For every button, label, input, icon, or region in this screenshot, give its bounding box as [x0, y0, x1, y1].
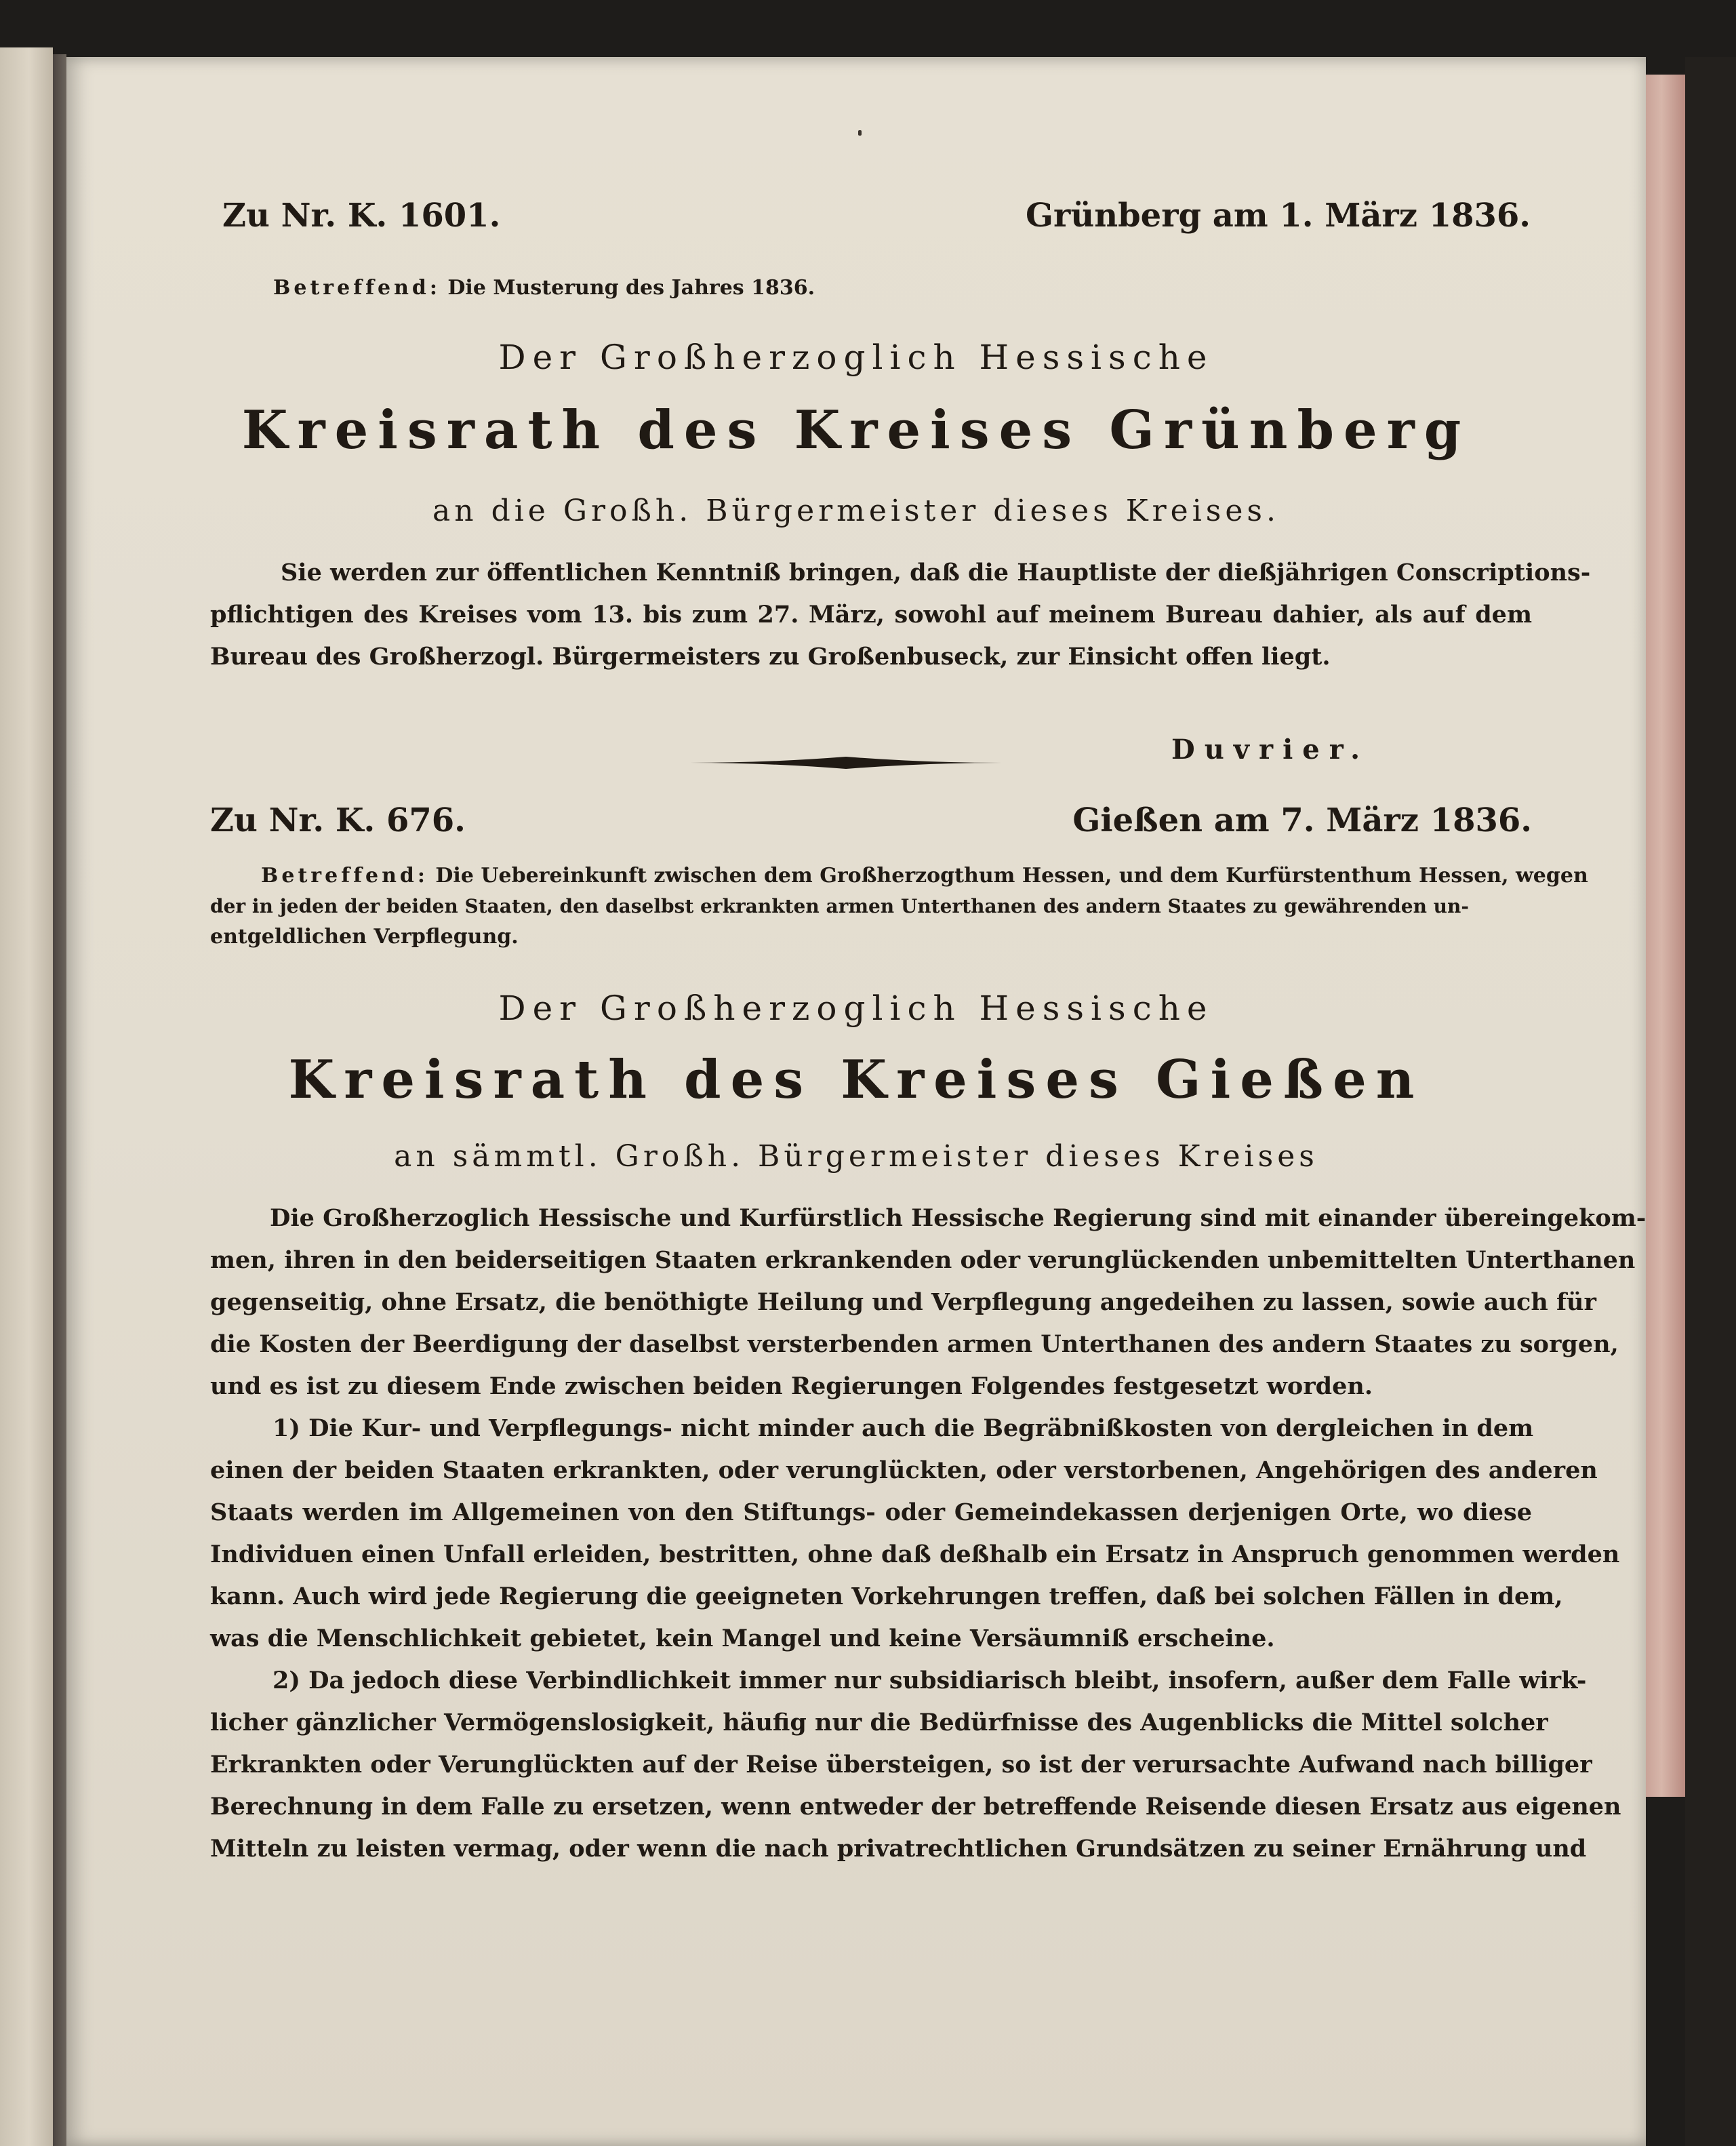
- notice2-intro-line: men, ihren in den beiderseitigen Staaten erkrankenden oder verunglückenden unbemittelten Unterthanen: [210, 1246, 1636, 1274]
- left-page-edge: [0, 47, 53, 2146]
- notice2-subject-text: Die Uebereinkunft zwischen dem Großherzogthum Hessen, und dem Kurfürstenthum Hessen, wegen: [435, 864, 1588, 888]
- notice2-item-2-line: licher gänzlicher Vermögenslosigkeit, häufig nur die Bedürfnisse des Augenblicks die Mittel solcher: [210, 1709, 1548, 1736]
- notice2-heading-authority: Der Großherzoglich Hessische: [498, 989, 1214, 1028]
- notice1-subject: [273, 273, 1527, 303]
- notice2-item-2-line: Mitteln zu leisten vermag, oder wenn die nach privatrechtlichen Grundsätzen zu seiner Ernährung und: [210, 1835, 1587, 1863]
- notice2-subject-label: Betreffend:: [261, 864, 428, 888]
- notice2-heading-addressee: an sämmtl. Großh. Bürgermeister dieses Kreises: [394, 1139, 1318, 1174]
- page-stack-edge: [1646, 75, 1685, 1797]
- notice2-item-2: [210, 1660, 1621, 1870]
- notice1-subject-label: Betreffend:: [273, 276, 441, 300]
- notice1-reference: Zu Nr. K. 1601.: [222, 197, 501, 235]
- notice2-subject: [210, 860, 1588, 952]
- notice1-heading-addressee: an die Großh. Bürgermeister dieses Kreises.: [432, 494, 1280, 528]
- notice2-item-2-line: 2) Da jedoch diese Verbindlichkeit immer nur subsidiarisch bleibt, insofern, außer dem Falle wirk-: [272, 1667, 1587, 1694]
- ink-speck: [858, 130, 862, 136]
- notice2-intro: [210, 1197, 1647, 1408]
- notice2-item-1-line: 1) Die Kur- und Verpflegungs- nicht minder auch die Begräbnißkosten von dergleichen in dem: [272, 1414, 1534, 1442]
- notice2-subject-line-1: [210, 860, 1588, 891]
- book-cover-edge: [1685, 57, 1736, 2146]
- notice2-heading-title: Kreisrath des Kreises Gießen: [288, 1049, 1424, 1111]
- notice2-item-1-line: was die Menschlichkeit gebietet, kein Mangel und keine Versäumniß erscheine.: [210, 1625, 1275, 1652]
- notice1-header-row: [222, 197, 1531, 235]
- notice1-body: [210, 552, 1591, 678]
- notice2-reference: Zu Nr. K. 676.: [210, 801, 466, 839]
- notice2-item-1-line: einen der beiden Staaten erkrankten, oder verunglückten, oder verstorbenen, Angehörigen des anderen: [210, 1456, 1598, 1484]
- notice2-header-row: [210, 801, 1532, 839]
- notice2-item-1: [210, 1408, 1620, 1660]
- notice2-intro-line: Die Großherzoglich Hessische und Kurfürstlich Hessische Regierung sind mit einander übereingekom-: [270, 1204, 1647, 1232]
- notice1-body-line: Sie werden zur öffentlichen Kenntniß bringen, daß die Hauptliste der dießjährigen Conscriptions-: [281, 559, 1591, 587]
- section-divider: [690, 753, 1002, 758]
- notice1-heading-authority: Der Großherzoglich Hessische: [498, 338, 1214, 377]
- notice2-intro-line: die Kosten der Beerdigung der daselbst versterbenden armen Unterthanen des andern Staates zu sorgen,: [210, 1330, 1619, 1358]
- notice2-item-1-line: kann. Auch wird jede Regierung die geeigneten Vorkehrungen treffen, daß bei solchen Fällen in dem,: [210, 1583, 1563, 1610]
- notice1-body-line: Bureau des Großherzogl. Bürgermeisters zu Großenbuseck, zur Einsicht offen liegt.: [210, 643, 1331, 671]
- notice2-item-2-line: Berechnung in dem Falle zu ersetzen, wenn entweder der betreffende Reisende diesen Ersatz aus eigenen: [210, 1793, 1621, 1821]
- notice2-subject-line-2: der in jeden der beiden Staaten, den daselbst erkrankten armen Unterthanen des andern Staates zu gewährenden un-: [210, 895, 1470, 917]
- notice2-intro-line: und es ist zu diesem Ende zwischen beiden Regierungen Folgendes festgesetzt worden.: [210, 1372, 1373, 1400]
- notice1-place-date: Grünberg am 1. März 1836.: [1026, 197, 1531, 235]
- notice2-item-2-line: Erkrankten oder Verunglückten auf der Reise übersteigen, so ist der verursachte Aufwand nach billiger: [210, 1751, 1592, 1779]
- notice1-heading-title: Kreisrath des Kreises Grünberg: [241, 399, 1471, 461]
- document-page: [66, 57, 1646, 2146]
- notice2-item-1-line: Staats werden im Allgemeinen von den Stiftungs- oder Gemeindekassen derjenigen Orte, wo diese: [210, 1498, 1532, 1526]
- notice1-signature: Duvrier.: [1171, 734, 1370, 766]
- notice2-place-date: Gießen am 7. März 1836.: [1072, 801, 1532, 839]
- notice2-subject-line-3: entgeldlichen Verpflegung.: [210, 925, 519, 949]
- book-gutter: [53, 54, 66, 2146]
- notice2-item-1-line: Individuen einen Unfall erleiden, bestritten, ohne daß deßhalb ein Ersatz in Anspruch genommen werden: [210, 1541, 1620, 1568]
- notice1-subject-text: Die Musterung des Jahres 1836.: [447, 276, 815, 300]
- notice2-intro-line: gegenseitig, ohne Ersatz, die benöthigte Heilung und Verpflegung angedeihen zu lassen, sowie auch für: [210, 1288, 1596, 1316]
- notice1-body-line: pflichtigen des Kreises vom 13. bis zum 27. März, sowohl auf meinem Bureau dahier, als auf dem: [210, 601, 1532, 629]
